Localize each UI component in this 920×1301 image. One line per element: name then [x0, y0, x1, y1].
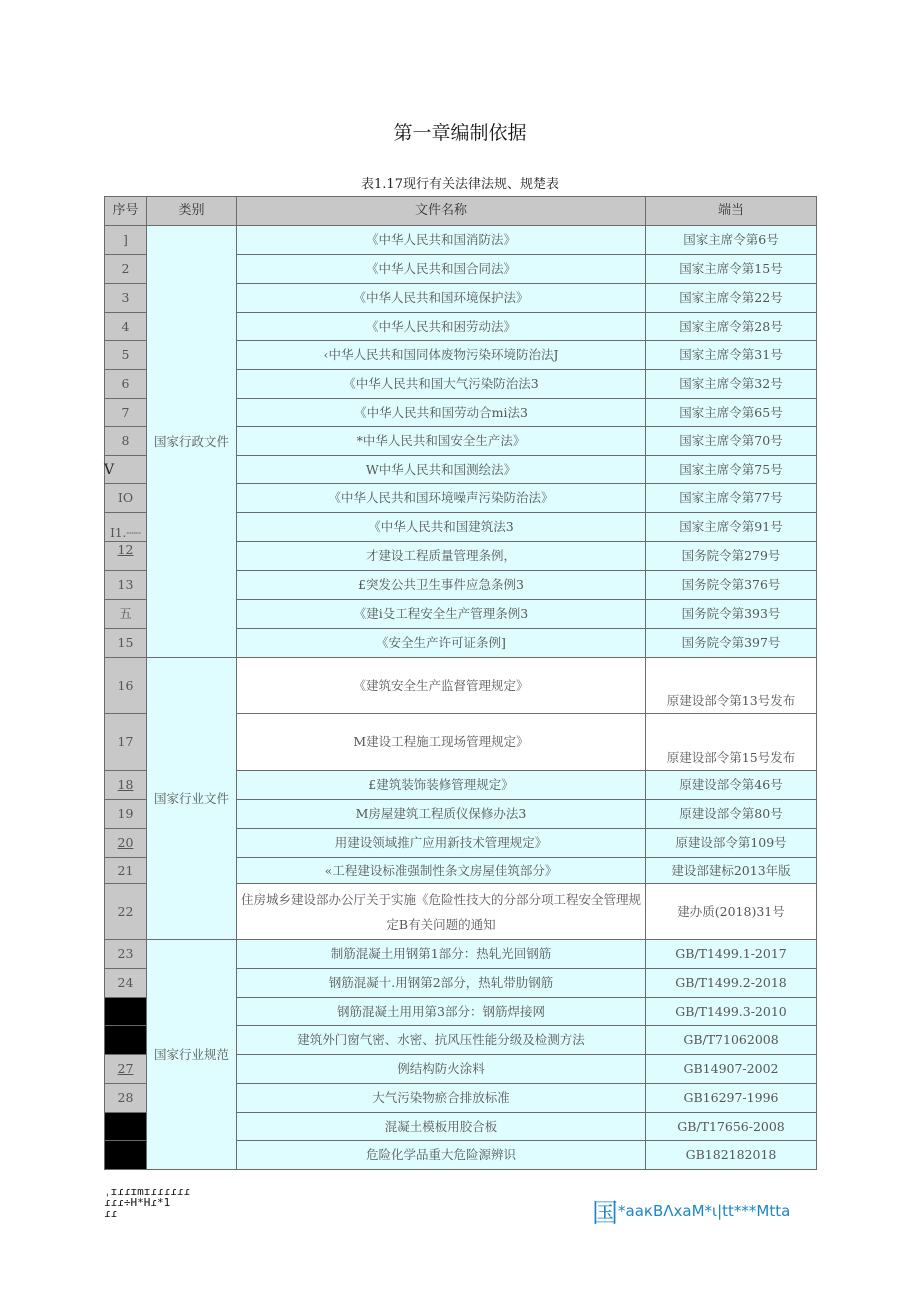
table-caption: 表1.17现行有关法律法规、规楚表 — [361, 177, 559, 192]
row-reference: 国家主席令第15号 — [646, 255, 817, 284]
row-reference: 国务院令第376号 — [646, 571, 817, 600]
row-document-name: 钢筋混凝土用用第3部分：钢筋焊接网 — [237, 998, 646, 1026]
row-document-name: M建设工程施工现场管理规定》 — [237, 714, 646, 771]
row-seq: 7 — [105, 399, 147, 427]
row-seq: 15 — [105, 629, 147, 658]
row-seq: 2 — [105, 255, 147, 284]
row-seq: 19 — [105, 800, 147, 829]
row-seq: 18 — [105, 771, 147, 800]
row-seq: 23 — [105, 940, 147, 969]
row-reference: 国家主席令第22号 — [646, 284, 817, 313]
row-seq — [105, 1141, 147, 1170]
row-seq: 17 — [105, 714, 147, 771]
category-cell: 国家行业文件 — [147, 658, 237, 940]
row-seq: 27 — [105, 1055, 147, 1084]
footer-watermark — [592, 1193, 790, 1230]
row-document-name: 才建设工程质量管理条例， — [237, 542, 646, 571]
row-seq: IO — [105, 484, 147, 513]
row-reference: 国家主席令第6号 — [646, 226, 817, 255]
category-cell: 国家行业规范 — [147, 940, 237, 1170]
header-reference: 端当 — [646, 197, 817, 226]
header-row — [105, 197, 817, 226]
footer-line: ˌɪɾɾɪmɪɾɾɾɾɾɾ — [104, 1185, 191, 1198]
row-document-name: 钢筋混凝十.用钢第2部分，热轧带肋钢筋 — [237, 969, 646, 998]
row-document-name: 住房城乡建设部办公厅关于实施《危险性技大的分部分项工程安全管理规定B有关问题的通知 — [237, 884, 646, 940]
row-document-name: 大气污染物瘀合排放标准 — [237, 1084, 646, 1113]
row-document-name: 《中华人民共和国建筑法3 — [237, 513, 646, 542]
row-seq: 21 — [105, 858, 147, 884]
row-seq: 22 — [105, 884, 147, 940]
row-seq: 24 — [105, 969, 147, 998]
footer-scan-artifact — [104, 1186, 190, 1219]
row-reference: 原建设部令第46号 — [646, 771, 817, 800]
row-reference: 国务院令第393号 — [646, 600, 817, 629]
footer-line: ɾɾɾ÷H*Hɾ*1 — [104, 1196, 171, 1209]
watermark-logo: 国 — [592, 1199, 619, 1229]
row-seq: 8 — [105, 427, 147, 456]
row-document-name: 用建设领域推广应用新技术管理规定》 — [237, 829, 646, 858]
row-seq: ] — [105, 226, 147, 255]
table-row — [105, 940, 817, 969]
row-document-name: 建筑外门窗气密、水密、抗风压性能分级及检测方法 — [237, 1026, 646, 1055]
row-reference: 国家主席令第75号 — [646, 456, 817, 484]
row-reference: 原建设部令第15号发布 — [646, 714, 817, 771]
regulations-table — [104, 196, 817, 1170]
row-seq: 4 — [105, 313, 147, 341]
row-reference: 原建设部令第109号 — [646, 829, 817, 858]
row-document-name: W中华人民共和国测绘法》 — [237, 456, 646, 484]
row-seq: 13 — [105, 571, 147, 600]
table-row — [105, 658, 817, 714]
row-seq: 3 — [105, 284, 147, 313]
row-seq: 5 — [105, 341, 147, 370]
row-reference: 国务院令第279号 — [646, 542, 817, 571]
row-document-name: 《中华人民共和困劳动法》 — [237, 313, 646, 341]
row-seq: 16 — [105, 658, 147, 714]
row-document-name: 《中华人民共和国合同法》 — [237, 255, 646, 284]
row-reference: 国家主席令第28号 — [646, 313, 817, 341]
row-reference: GB/T71062008 — [646, 1026, 817, 1055]
watermark-text: *aaкBΛхaM*ι|tt***Mtta — [618, 1202, 791, 1220]
row-reference: GB182182018 — [646, 1141, 817, 1170]
row-reference: 国家主席令第65号 — [646, 399, 817, 427]
row-reference: 原建设部令第13号发布 — [646, 658, 817, 714]
row-reference: 国务院令第397号 — [646, 629, 817, 658]
row-seq: I1.┈┈ — [105, 513, 147, 542]
footer-line: ɾɾ — [104, 1207, 118, 1220]
row-reference: 国家主席令第31号 — [646, 341, 817, 370]
header-document-name: 文件名称 — [237, 197, 646, 226]
row-document-name: 《安全生产许可证条例] — [237, 629, 646, 658]
page-title: 第一章编制依据 — [393, 122, 527, 144]
row-seq: 五 — [105, 600, 147, 629]
row-document-name: 《中华人民共和国环境噪声污染防治法》 — [237, 484, 646, 513]
row-reference: GB/T1499.1-2017 — [646, 940, 817, 969]
row-reference: 建设部建标2013年版 — [646, 858, 817, 884]
row-reference: 国家主席令第32号 — [646, 370, 817, 399]
row-reference: 国家主席令第77号 — [646, 484, 817, 513]
row-document-name: M房屋建筑工程质仪保修办法3 — [237, 800, 646, 829]
row-document-name: 《中华人民共和国大气污染防治法3 — [237, 370, 646, 399]
row-reference: GB16297-1996 — [646, 1084, 817, 1113]
row-seq: 12 — [105, 542, 147, 571]
row-reference: GB/T1499.3-2010 — [646, 998, 817, 1026]
category-cell: 国家行政文件 — [147, 226, 237, 658]
row-reference: 原建设部令第80号 — [646, 800, 817, 829]
row-document-name: 《建i殳工程安全生产管理条例3 — [237, 600, 646, 629]
row-document-name: 《中华人民共和国环境保护法》 — [237, 284, 646, 313]
header-category: 类别 — [147, 197, 237, 226]
row-reference: GB14907-2002 — [646, 1055, 817, 1084]
row-document-name: 制筋混凝土用钢第1部分：热轧光回钢筋 — [237, 940, 646, 969]
row-document-name: 混凝土模板用胶合板 — [237, 1113, 646, 1141]
stray-mark: V — [104, 462, 115, 478]
row-document-name: 《中华人民共和国消防法》 — [237, 226, 646, 255]
row-document-name: ‹中华人民共和国同体废物污染环境防治法J — [237, 341, 646, 370]
row-reference: GB/T17656-2008 — [646, 1113, 817, 1141]
table-row — [105, 226, 817, 255]
row-document-name: £突发公共卫生事件应急条例3 — [237, 571, 646, 600]
row-seq: 28 — [105, 1084, 147, 1113]
row-document-name: *中华人民共和国安全生产法》 — [237, 427, 646, 456]
row-document-name: 危险化学品重大危险源辨识 — [237, 1141, 646, 1170]
row-document-name: «工程建设标准强制性条文房屋佳筑部分》 — [237, 858, 646, 884]
row-seq: 6 — [105, 370, 147, 399]
row-document-name: 《中华人民共和国劳动合mi法3 — [237, 399, 646, 427]
row-reference: 建办质(2018)31号 — [646, 884, 817, 940]
row-document-name: £建筑装饰装修管理规定》 — [237, 771, 646, 800]
row-seq — [105, 1113, 147, 1141]
row-seq: 20 — [105, 829, 147, 858]
row-reference: GB/T1499.2-2018 — [646, 969, 817, 998]
row-seq — [105, 1026, 147, 1055]
row-reference: 国家主席令第91号 — [646, 513, 817, 542]
header-seq: 序号 — [105, 197, 147, 226]
row-seq — [105, 998, 147, 1026]
row-document-name: 《建筑安全生产监督管理规定》 — [237, 658, 646, 714]
row-document-name: 例结构防火涂料 — [237, 1055, 646, 1084]
row-reference: 国家主席令第70号 — [646, 427, 817, 456]
